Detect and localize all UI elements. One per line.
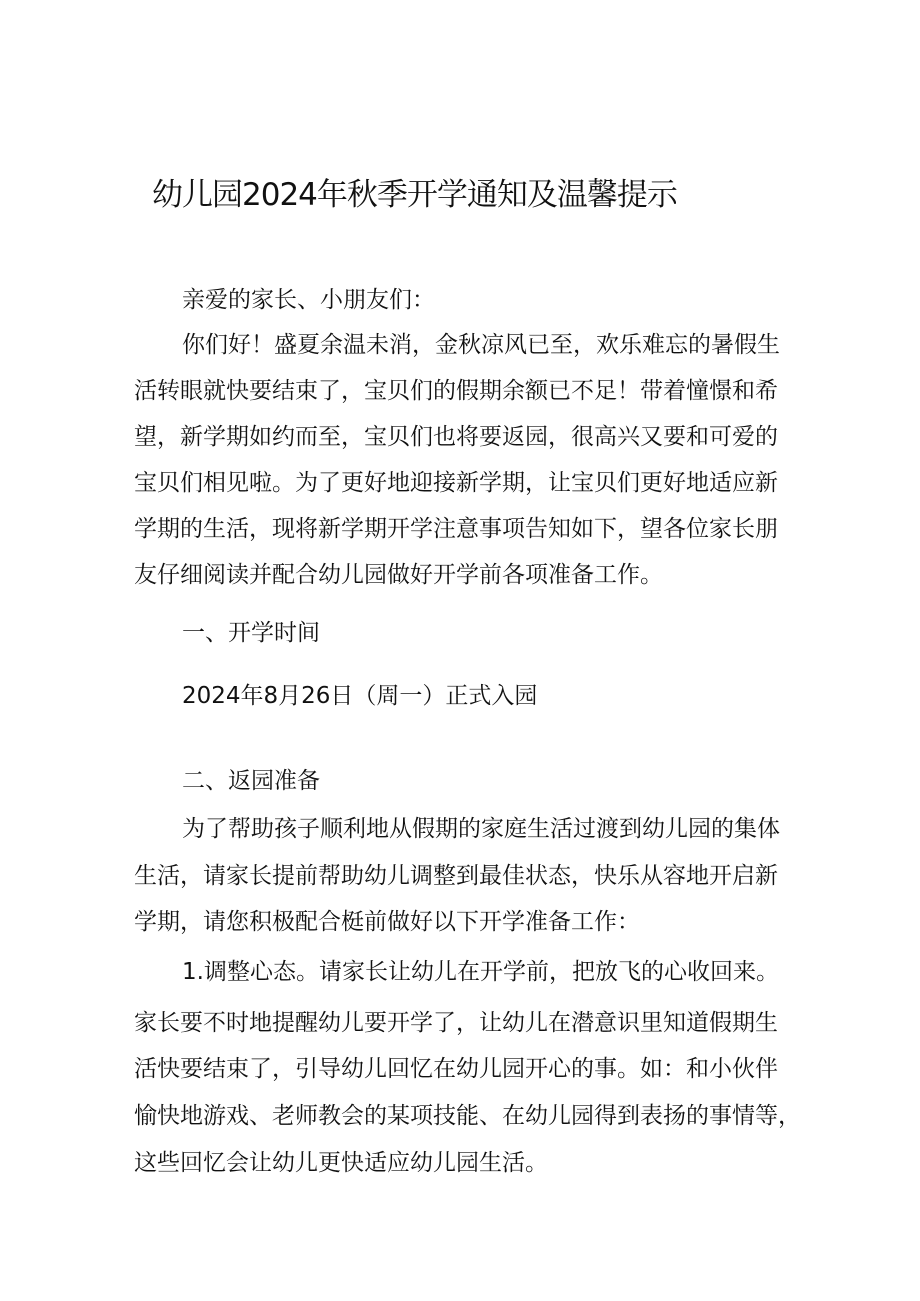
item-1-line-5: 这些回忆会让幼儿更快适应幼儿园生活。 [134,1150,548,1176]
section-2-para-line-2: 生活，请家长提前帮助幼儿调整到最佳状态，快乐从容地开启新 [134,863,778,889]
item-1-line-2: 家长要不时地提醒幼儿要开学了，让幼儿在潜意识里知道假期生 [134,1010,778,1036]
intro-line-6: 友仔细阅读并配合幼儿园做好开学前各项准备工作。 [134,562,663,588]
section-2-heading: 二、返园准备 [182,768,320,794]
intro-line-3: 望，新学期如约而至，宝贝们也将要返园，很高兴又要和可爱的 [134,424,778,450]
intro-line-5: 学期的生活，现将新学期开学注意事项告知如下，望各位家长朋 [134,516,778,542]
section-2-para-line-1: 为了帮助孩子顺利地从假期的家庭生活过渡到幼儿园的集体 [182,816,780,842]
section-1-heading: 一、开学时间 [182,620,320,646]
item-1-line-1: 1.调整心态。请家长让幼儿在开学前，把放飞的心收回来。 [182,959,779,985]
intro-line-2: 活转眼就快要结束了，宝贝们的假期余额已不足！带着憧憬和希 [134,378,778,404]
greeting: 亲爱的家长、小朋友们： [182,287,435,313]
intro-line-4: 宝贝们相见啦。为了更好地迎接新学期，让宝贝们更好地适应新 [134,470,778,496]
section-1-content: 2024年8月26日（周一）正式入园 [182,683,538,709]
item-1-line-3: 活快要结束了，引导幼儿回忆在幼儿园开心的事。如：和小伙伴 [134,1056,778,1082]
item-1-line-4: 愉快地游戏、老师教会的某项技能、在幼儿园得到表扬的事情等， [134,1103,801,1129]
document-title: 幼儿园2024年秋季开学通知及温馨提示 [152,177,677,213]
section-2-para-line-3: 学期，请您积极配合梃前做好以下开学准备工作： [134,909,640,935]
intro-line-1: 你们好！盛夏余温未消，金秋凉风已至，欢乐难忘的暑假生 [182,332,780,358]
